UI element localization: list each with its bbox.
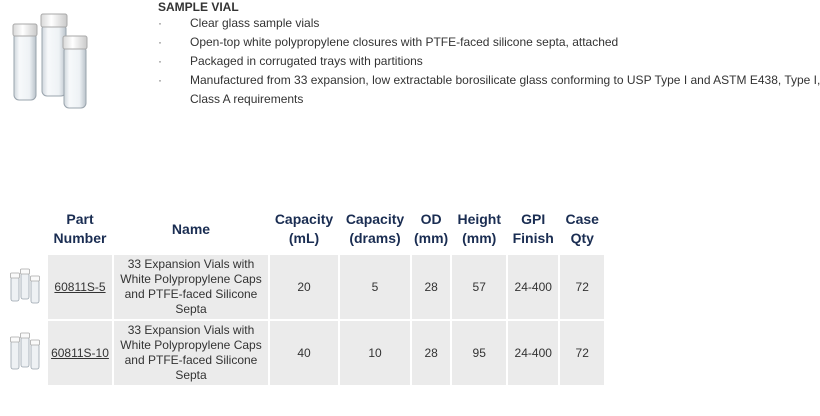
product-title: SAMPLE VIAL bbox=[158, 0, 239, 14]
feature-item bbox=[158, 14, 820, 33]
vials-illustration bbox=[8, 10, 90, 110]
table-row bbox=[4, 321, 604, 385]
od-cell: 28 bbox=[412, 321, 450, 385]
header-case-qty: Case Qty bbox=[560, 205, 604, 253]
header-capacity-ml: Capacity (mL) bbox=[270, 205, 338, 253]
header-part-number: Part Number bbox=[48, 205, 112, 253]
od-cell: 28 bbox=[412, 255, 450, 319]
header-capacity-drams: Capacity (drams) bbox=[340, 205, 410, 253]
table-row bbox=[4, 255, 604, 319]
feature-text: Manufactured from 33 expansion, low extractable borosilicate glass conforming to USP Type I and ASTM E438, Type I, Class A requirements bbox=[190, 73, 820, 106]
feature-text: Packaged in corrugated trays with partitions bbox=[190, 54, 423, 68]
header-height: Height (mm) bbox=[452, 205, 506, 253]
header-od: OD (mm) bbox=[412, 205, 450, 253]
bullet-mark: · bbox=[158, 35, 162, 49]
bullet-mark: · bbox=[158, 54, 162, 68]
row-thumbnail bbox=[4, 255, 46, 319]
feature-item bbox=[158, 52, 820, 71]
product-spec-table bbox=[2, 203, 606, 387]
part-number-cell bbox=[48, 321, 112, 385]
capacity-drams-cell: 5 bbox=[340, 255, 410, 319]
table-header-row bbox=[4, 205, 604, 253]
name-cell: 33 Expansion Vials with White Polypropylene Caps and PTFE-faced Silicone Septa bbox=[114, 255, 268, 319]
name-cell: 33 Expansion Vials with White Polypropylene Caps and PTFE-faced Silicone Septa bbox=[114, 321, 268, 385]
bullet-mark: · bbox=[158, 73, 162, 87]
row-thumbnail bbox=[4, 321, 46, 385]
height-cell: 95 bbox=[452, 321, 506, 385]
bullet-mark: · bbox=[158, 16, 162, 30]
part-number-cell bbox=[48, 255, 112, 319]
case-qty-cell: 72 bbox=[560, 255, 604, 319]
header-gpi-finish: GPI Finish bbox=[508, 205, 558, 253]
height-cell: 57 bbox=[452, 255, 506, 319]
vial-thumbnail-icon bbox=[8, 331, 42, 371]
product-image bbox=[8, 10, 90, 110]
capacity-drams-cell: 10 bbox=[340, 321, 410, 385]
capacity-ml-cell: 40 bbox=[270, 321, 338, 385]
feature-list bbox=[158, 14, 820, 109]
vial-thumbnail-icon bbox=[8, 265, 42, 305]
feature-text: Clear glass sample vials bbox=[190, 16, 320, 30]
header-thumb bbox=[4, 205, 46, 253]
gpi-finish-cell: 24-400 bbox=[508, 321, 558, 385]
capacity-ml-cell: 20 bbox=[270, 255, 338, 319]
part-number-link[interactable]: 60811S-5 bbox=[54, 279, 106, 294]
gpi-finish-cell: 24-400 bbox=[508, 255, 558, 319]
feature-item bbox=[158, 71, 820, 109]
header-name: Name bbox=[114, 205, 268, 253]
feature-item bbox=[158, 33, 820, 52]
feature-text: Open-top white polypropylene closures with PTFE-faced silicone septa, attached bbox=[190, 35, 619, 49]
part-number-link[interactable]: 60811S-10 bbox=[51, 345, 109, 360]
case-qty-cell: 72 bbox=[560, 321, 604, 385]
